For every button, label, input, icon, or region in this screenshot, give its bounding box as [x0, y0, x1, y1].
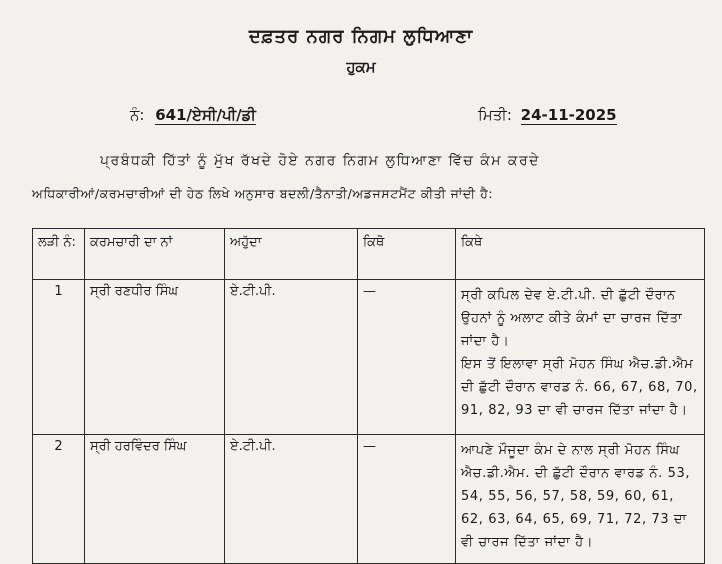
transfer-table [32, 228, 705, 564]
date-line [478, 106, 617, 124]
row-to [456, 435, 705, 564]
row-serial: 1 [33, 280, 85, 435]
date-label: ਮਿਤੀ: [478, 106, 512, 124]
row-serial: 2 [33, 435, 85, 564]
table-row [33, 280, 705, 435]
row-designation: ਏ.ਟੀ.ਪੀ. [225, 435, 358, 564]
table-row [33, 435, 705, 564]
header-from: ਕਿਥੋ [358, 229, 456, 280]
row-from: — [358, 280, 456, 435]
intro-line-1: ਪ੍ਰਬੰਧਕੀ ਹਿੱਤਾਂ ਨੂੰ ਮੁੱਖ ਰੱਖਦੇ ਹੋਏ ਨਗਰ ਨਿਗਮ ਲੁਧਿਆਣਾ ਵਿੱਚ ਕੰਮ ਕਰਦੇ [100, 153, 540, 169]
reference-line [130, 106, 256, 124]
row-from: — [358, 435, 456, 564]
header-designation: ਅਹੁੱਦਾ [225, 229, 358, 280]
header-employee-name: ਕਰਮਚਾਰੀ ਦਾ ਨਾਂ [85, 229, 225, 280]
header-serial: ਲੜੀ ਨੰ: [33, 229, 85, 280]
row-designation: ਏ.ਟੀ.ਪੀ. [225, 280, 358, 435]
row-to [456, 280, 705, 435]
header-to: ਕਿਥੇ [456, 229, 705, 280]
office-title: ਦਫ਼ਤਰ ਨਗਰ ਨਿਗਮ ਲੁਧਿਆਣਾ [248, 26, 474, 47]
row-employee-name: ਸ੍ਰੀ ਹਰਵਿੰਦਰ ਸਿੰਘ [85, 435, 225, 564]
row-to-paragraph: ਇਸ ਤੋਂ ਇਲਾਵਾ ਸ੍ਰੀ ਮੋਹਨ ਸਿੰਘ ਐਚ.ਡੀ.ਐਮ ਦੀ ਛੁੱਟੀ ਦੌਰਾਨ ਵਾਰਡ ਨੰ. 66, 67, 68, 70, 91, 82, 93 ਦਾ ਵੀ ਚਾਰਜ ਦਿੱਤਾ ਜਾਂਦਾ ਹੈ। [461, 357, 698, 418]
date-value: 24-11-2025 [520, 106, 617, 124]
row-to-paragraph: ਸ੍ਰੀ ਕਪਿਲ ਦੇਵ ਏ.ਟੀ.ਪੀ. ਦੀ ਛੁੱਟੀ ਦੌਰਾਨ ਉਹਨਾਂ ਨੂੰ ਅਲਾਟ ਕੀਤੇ ਕੰਮਾਂ ਦਾ ਚਾਰਜ ਦਿੱਤਾ ਜਾਂਦਾ ਹੈ। [461, 288, 683, 349]
order-title: ਹੁਕਮ [346, 58, 376, 76]
reference-number: 641/ਏਸੀ/ਪੀ/ਡੀ [155, 106, 256, 124]
row-employee-name: ਸ੍ਰੀ ਰਣਧੀਰ ਸਿੰਘ [85, 280, 225, 435]
table-header-row [33, 229, 705, 280]
row-to-paragraph: ਆਪਣੇ ਮੌਜੂਦਾ ਕੰਮ ਦੇ ਨਾਲ ਸ੍ਰੀ ਮੋਹਨ ਸਿੰਘ ਐਚ.ਡੀ.ਐਮ. ਦੀ ਛੁੱਟੀ ਦੌਰਾਨ ਵਾਰਡ ਨੰ. 53, 54, 55, 56, 57, 58, 59, 60, 61, 62, 63, 64, 65, 69, 71, 72, 73 ਦਾ ਵੀ ਚਾਰਜ ਦਿੱਤਾ ਜਾਂਦਾ ਹੈ। [461, 443, 691, 550]
intro-line-2: ਅਧਿਕਾਰੀਆਂ/ਕਰਮਚਾਰੀਆਂ ਦੀ ਹੇਠ ਲਿਖੇ ਅਨੁਸਾਰ ਬਦਲੀ/ਤੈਨਾਤੀ/ਅਡਜਸਟਮੈਂਟ ਕੀਤੀ ਜਾਂਦੀ ਹੈ: [32, 186, 494, 201]
reference-label: ਨੰ: [130, 106, 145, 124]
